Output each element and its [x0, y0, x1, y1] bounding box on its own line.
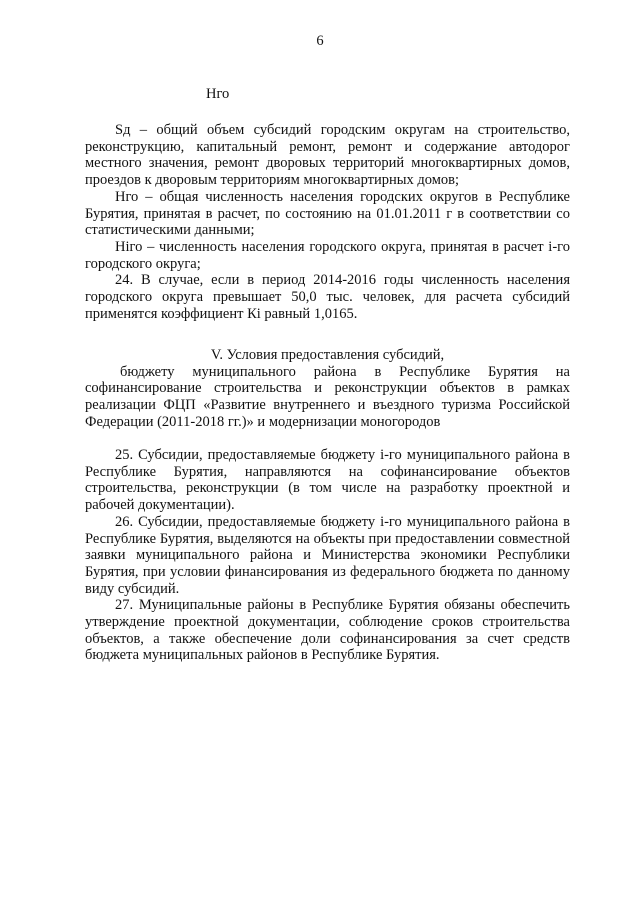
definition-nigo: Нiго – численность населения городского округа, принятая в расчет i-го городского округа;	[85, 238, 570, 272]
paragraph-27: 27. Муниципальные районы в Республике Бурятия обязаны обеспечить утверждение проектной документации, соблюдение сроков строительства объектов, а также обеспечение доли софинансирования за счет средств бюджета муниципальных районов в Республике Бурятия.	[85, 597, 570, 664]
definition-sd: Sд – общий объем субсидий городским округам на строительство, реконструкцию, капитальный ремонт, ремонт и содержание автодорог местного значения, ремонт дворовых территорий многоквартирных домов, проездов к дворовым территориям многоквартирных домов;	[85, 122, 570, 189]
section-heading-title: V. Условия предоставления субсидий,	[210, 347, 445, 363]
conditions-block	[85, 447, 570, 664]
formula-label: Нго	[206, 86, 230, 102]
section-heading	[85, 347, 570, 431]
paragraph-25: 25. Субсидии, предоставляемые бюджету i-го муниципального района в Республике Бурятия, направляются на софинансирование объектов строительства, реконструкции (в том числе на разработку проектной и рабочей документации).	[85, 447, 570, 514]
paragraph-24: 24. В случае, если в период 2014-2016 годы численность населения городского округа превышает 50,0 тыс. человек, для расчета субсидий применятся коэффициент Кi равный 1,0165.	[85, 272, 570, 322]
paragraph-26: 26. Субсидии, предоставляемые бюджету i-го муниципального района в Республике Бурятия, выделяются на объекты при предоставлении совместной заявки муниципального района и Министерства экономики Республики Бурятия, при условии финансирования из федерального бюджета по данному виду субсидий.	[85, 513, 570, 597]
page-number: 6	[316, 33, 324, 49]
section-heading-subtitle: бюджету муниципального района в Республике Бурятия на софинансирование строительства и реконструкции объектов в рамках реализации ФЦП «Развитие внутреннего и въездного туризма Российской Федерации (2011-2018 гг.)» и модернизации моногородов	[85, 363, 570, 430]
definitions-block	[85, 122, 570, 322]
definition-ngo: Нго – общая численность населения городских округов в Республике Бурятия, принятая в расчет, по состоянию на 01.01.2011 г в соответствии со статистическими данными;	[85, 188, 570, 239]
